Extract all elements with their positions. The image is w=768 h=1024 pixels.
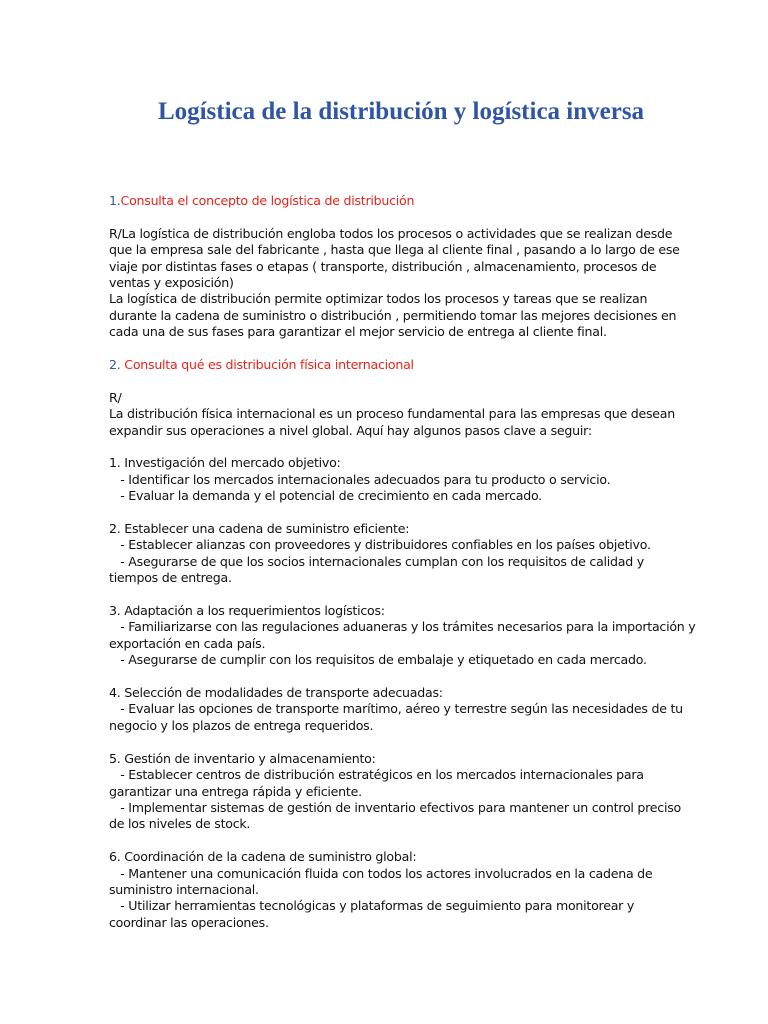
step-line: de los niveles de stock.: [109, 816, 251, 832]
step-line: - Evaluar la demanda y el potencial de crecimiento en cada mercado.: [109, 488, 542, 504]
step-block: [109, 750, 681, 833]
step-line: 2. Establecer una cadena de suministro eficiente:: [109, 521, 410, 537]
question-2-text: Consulta qué es distribución física internacional: [120, 357, 414, 373]
step-line: - Familiarizarse con las regulaciones aduaneras y los trámites necesarios para la importación y: [109, 619, 696, 635]
step-line: - Implementar sistemas de gestión de inventario efectivos para mantener un control preciso: [109, 799, 681, 815]
step-line: exportación en cada país.: [109, 635, 266, 651]
step-line: - Evaluar las opciones de transporte marítimo, aéreo y terrestre según las necesidades de tu: [109, 701, 683, 717]
question-2-steps: [109, 439, 696, 931]
step-line: 5. Gestión de inventario y almacenamiento:: [109, 750, 376, 766]
step-line: suministro internacional.: [109, 881, 259, 897]
step-block: [109, 603, 696, 669]
answer-line: ventas y exposición): [109, 275, 234, 291]
step-line: - Asegurarse de cumplir con los requisitos de embalaje y etiquetado en cada mercado.: [109, 652, 647, 668]
intro-line: La distribución física internacional es un proceso fundamental para las empresas que desean: [109, 406, 675, 422]
question-1-text: Consulta el concepto de logística de distribución: [120, 193, 415, 208]
answer-line: R/La logística de distribución engloba todos los procesos o actividades que se realizan desde: [109, 225, 673, 241]
step-line: - Establecer alianzas con proveedores y distribuidores confiables en los países objetivo.: [109, 537, 651, 553]
question-2-intro: [109, 406, 675, 439]
question-2-number: 2.: [109, 357, 121, 373]
question-2-answer-prefix: R/: [109, 389, 122, 405]
question-1-number: 1.: [109, 193, 121, 208]
answer-line: viaje por distintas fases o etapas ( transporte, distribución , almacenamiento, procesos de: [109, 258, 657, 274]
step-line: - Establecer centros de distribución estratégicos en los mercados internacionales para: [109, 767, 644, 783]
step-block: [109, 849, 669, 931]
step-line: - Mantener una comunicación fluida con todos los actores involucrados en la cadena de: [109, 865, 653, 881]
step-line: coordinar las operaciones.: [109, 914, 269, 930]
step-line: - Utilizar herramientas tecnológicas y plataformas de seguimiento para monitorear y: [109, 898, 635, 914]
document-body: [109, 193, 696, 931]
document-title: Logística de la distribución y logística inversa: [157, 98, 645, 125]
answer-line: cada una de sus fases para garantizar el mejor servicio de entrega al cliente final.: [109, 324, 607, 340]
step-line: tiempos de entrega.: [109, 570, 232, 586]
step-line: garantizar una entrega rápida y eficiente.: [109, 783, 362, 799]
step-line: 1. Investigación del mercado objetivo:: [109, 455, 341, 471]
answer-line: que la empresa sale del fabricante , hasta que llega al cliente final , pasando a lo largo de ese: [109, 242, 680, 258]
intro-line: expandir sus operaciones a nivel global. Aquí hay algunos pasos clave a seguir:: [109, 422, 592, 438]
question-1-heading: [109, 193, 669, 209]
step-line: 3. Adaptación a los requerimientos logísticos:: [109, 603, 385, 619]
step-block: [109, 455, 669, 504]
step-block: [109, 521, 669, 587]
step-line: - Identificar los mercados internacionales adecuados para tu producto o servicio.: [109, 471, 611, 487]
answer-line: durante la cadena de suministro o distribución , permitiendo tomar las mejores decisiones en: [109, 307, 677, 323]
answer-line: La logística de distribución permite optimizar todos los procesos y tareas que se realizan: [109, 291, 648, 307]
step-line: 4. Selección de modalidades de transporte adecuadas:: [109, 685, 443, 701]
step-line: - Asegurarse de que los socios internacionales cumplan con los requisitos de calidad y: [109, 553, 644, 569]
step-line: 6. Coordinación de la cadena de suministro global:: [109, 849, 417, 865]
step-line: negocio y los plazos de entrega requeridos.: [109, 717, 374, 733]
question-1-answer: [109, 225, 680, 341]
step-block: [109, 685, 683, 734]
question-2-heading: [109, 357, 669, 373]
